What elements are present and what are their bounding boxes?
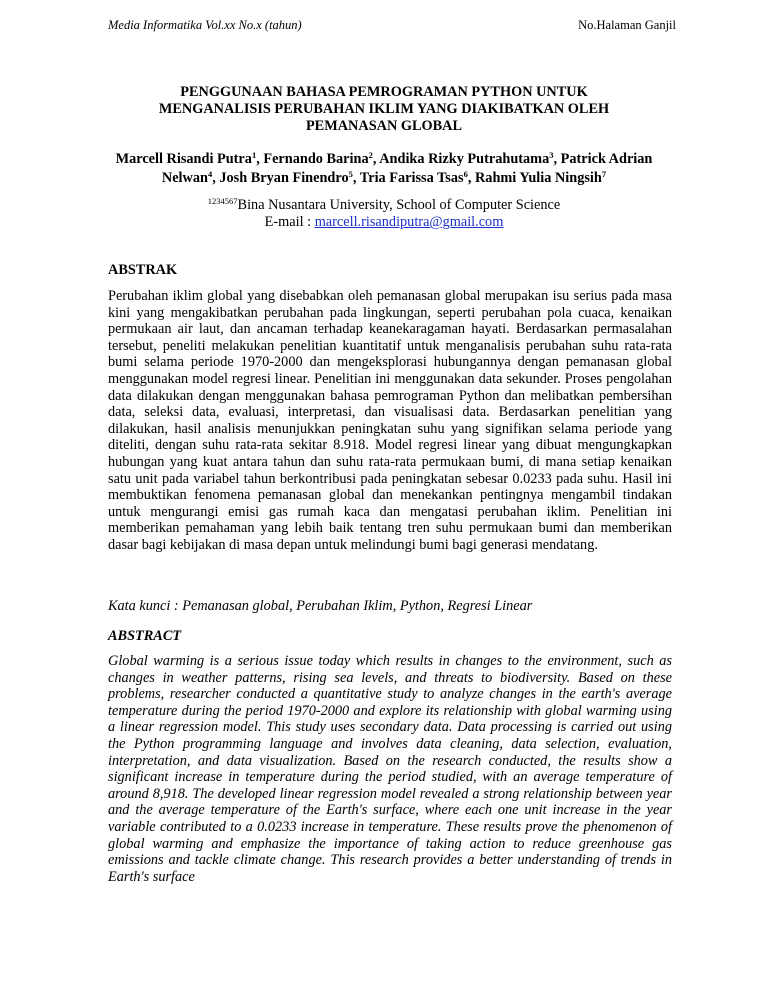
title-line: PEMANASAN GLOBAL — [305, 118, 463, 134]
author: Patrick Adrian Nelwan$^4$, — [161, 151, 653, 186]
page-number-label: No.Halaman Ganjil — [578, 18, 676, 32]
email-line: E-mail : marcell.risandiputra@gmail.com — [264, 214, 504, 230]
journal-info: Media Informatika Vol.xx No.x (tahun) — [108, 18, 302, 32]
affiliation — [108, 197, 660, 214]
abstrak-heading: ABSTRAK — [108, 262, 178, 278]
paper-title — [108, 84, 660, 135]
author: Andika Rizky Putrahutama$^3$, — [379, 150, 561, 167]
author: Fernando Barina$^2$, — [263, 150, 380, 167]
affiliation-text: Bina Nusantara University, School of Computer Science — [237, 197, 561, 213]
title-line: PENGGUNAAN BAHASA PEMROGRAMAN PYTHON UNTUK — [180, 84, 588, 100]
author: Josh Bryan Finendro$^5$, — [219, 169, 360, 186]
abstrak-body: Perubahan iklim global yang disebabkan oleh pemanasan global merupakan isu serius pada masa kini yang mengakibatkan perubahan pada lingkungan, seperti perubahan pola cuaca, kenaikan permukaan air laut, dan ancaman terhadap keanekaragaman hayati. Berdasarkan permasalahan tersebut, peneliti melakukan penelitian kuantitatif untuk menganalisis perubahan suhu rata-rata bumi selama periode 1970-2000 dan mengeksplorasi hubungannya dengan pemanasan global menggunakan model regresi linear. Penelitian ini menggunakan data sekunder. Proses pengolahan data dilakukan dengan menggunakan bahasa pemrograman Python dan melibatkan pembersihan data, seleksi data, evaluasi, interpretasi, dan visualisasi data. Berdasarkan penelitian yang dilakukan, hasil analisis menunjukkan peningkatan suhu yang signifikan selama periode yang diteliti, dengan suhu rata-rata sekitar 8.918. Model regresi linear yang dibuat mengungkapkan hubungan yang kuat antara tahun dan suhu rata-rata permukaan bumi, di mana setiap kenaikan satu unit pada variabel tahun berkontribusi pada peningkatan sebesar 0.0233 pada suhu. Hasil ini membuktikan fenomena pemanasan global dan menekankan pentingnya mengambil tindakan untuk mengurangi emisi gas rumah kaca dan mengatasi perubahan iklim. Penelitian ini memberikan pemahaman yang lebih baik tentang tren suhu permukaan bumi dan memberikan dasar bagi kebijakan di masa depan untuk melindungi bumi bagi generasi mendatang. — [108, 288, 672, 553]
abstract-heading: ABSTRACT — [108, 628, 182, 644]
affiliation-sup: 1234567 — [207, 196, 238, 206]
author: Marcell Risandi Putra$^1$, — [115, 150, 264, 167]
running-header — [108, 18, 676, 33]
abstract-body: Global warming is a serious issue today which results in changes to the environment, such as changes in weather patterns, rising sea levels, and threats to biodiversity. Based on these problems, researcher conducted a quantitative study to analyze changes in the earth's average temperature during the period 1970-2000 and explore its relationship with global warming using a linear regression model. This study uses secondary data. Data processing is carried out using the Python programming language and involves data cleaning, data selection, evaluation, interpretation, and data visualization. Based on the research conducted, the results show a significant increase in temperature during the period studied, with an average temperature of around 8,918. The developed linear regression model revealed a strong relationship between year and the average temperature of the Earth's surface, where each one unit increase in the year variable contributed to a 0.0233 increase in temperature. These results prove the phenomenon of global warming and emphasize the importance of taking action to reduce greenhouse gas emissions and tackle climate change. This research provides a better understanding of trends in Earth's surface — [108, 653, 672, 885]
title-line: MENGANALISIS PERUBAHAN IKLIM YANG DIAKIBATKAN OLEH — [158, 101, 610, 117]
email-link[interactable]: marcell.risandiputra@gmail.com — [314, 214, 504, 230]
author: Tria Farissa Tsas$^6$, — [359, 169, 475, 186]
keywords: Kata kunci : Pemanasan global, Perubahan Iklim, Python, Regresi Linear — [108, 598, 533, 614]
author-list — [108, 150, 660, 188]
author: Rahmi Yulia Ningsih$^7$ — [474, 169, 607, 186]
affiliation-block — [108, 197, 660, 231]
